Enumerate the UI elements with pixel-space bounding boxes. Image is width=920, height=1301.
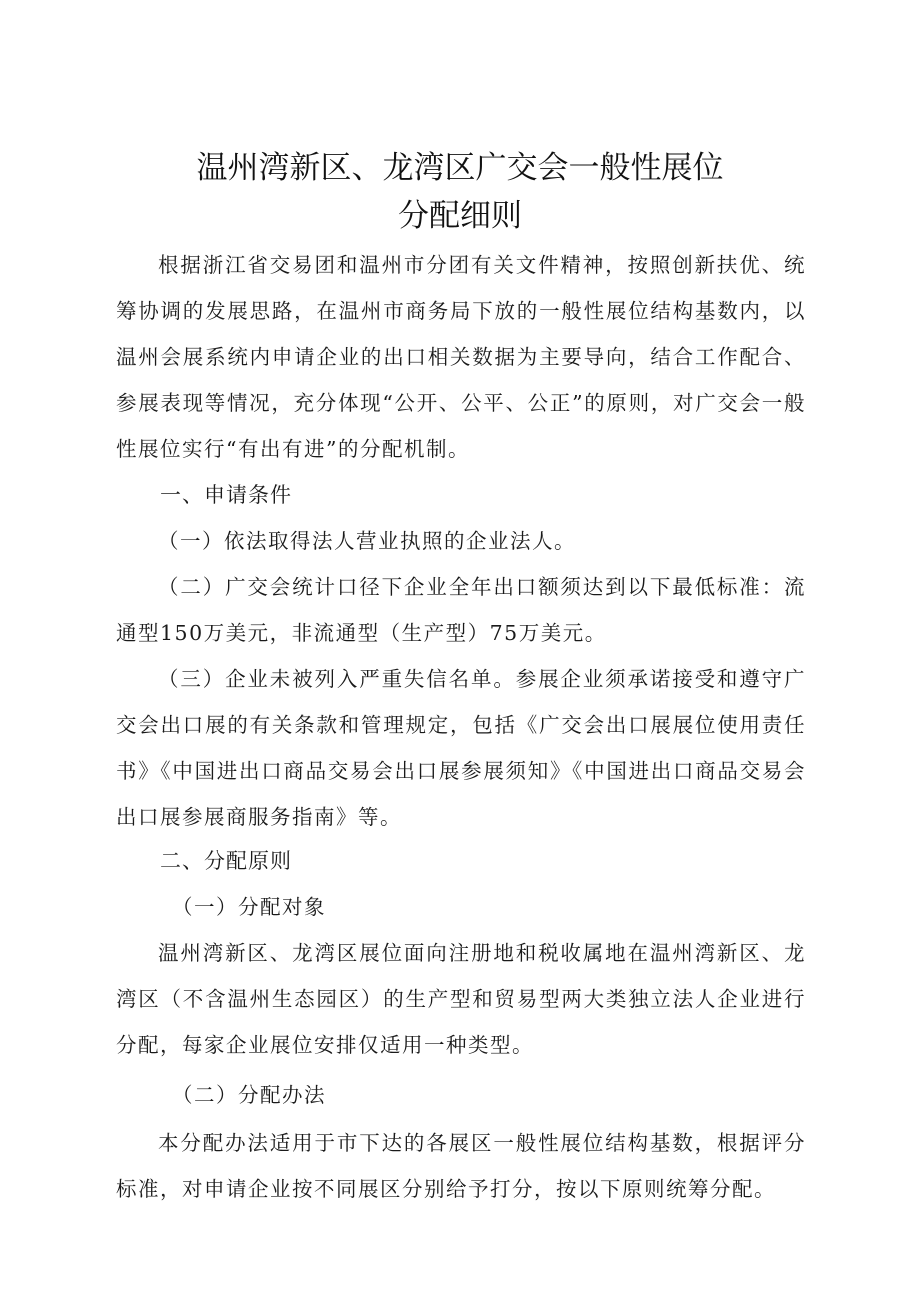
section2-sub2-text: 本分配办法适用于市下达的各展区一般性展位结构基数，根据评分标准，对申请企业按不同展区分别给予打分，按以下原则统筹分配。 <box>116 1131 806 1201</box>
section2-sub1-text: 温州湾新区、龙湾区展位面向注册地和税收属地在温州湾新区、龙湾区（不含温州生态园区）的生产型和贸易型两大类独立法人企业进行分配，每家企业展位安排仅适用一种类型。 <box>116 941 806 1057</box>
document-title-line2: 分配细则 <box>398 198 522 234</box>
section1-item1: （一）依法取得法人营业执照的企业法人。 <box>158 529 576 553</box>
section1-heading: 一、申请条件 <box>160 483 292 507</box>
intro-paragraph: 根据浙江省交易团和温州市分团有关文件精神，按照创新扶优、统筹协调的发展思路，在温州市商务局下放的一般性展位结构基数内，以温州会展系统内申请企业的出口相关数据为主要导向，结合工作配合、参展表现等情况，充分体现“公开、公平、公正”的原则，对广交会一般性展位实行“有出有进”的分配机制。 <box>116 253 806 461</box>
section2-sub2-heading: （二）分配办法 <box>172 1083 326 1107</box>
section2-heading: 二、分配原则 <box>160 849 292 873</box>
section1-item3: （三）企业未被列入严重失信名单。参展企业须承诺接受和遵守广交会出口展的有关条款和管理规定，包括《广交会出口展展位使用责任书》《中国进出口商品交易会出口展参展须知》《中国进出口商品交易会出口展参展商服务指南》等。 <box>116 667 806 829</box>
section2-sub1-heading: （一）分配对象 <box>172 895 326 919</box>
section1-item2: （二）广交会统计口径下企业全年出口额须达到以下最低标准：流通型150万美元，非流通型（生产型）75万美元。 <box>116 575 806 645</box>
document-title-line1: 温州湾新区、龙湾区广交会一般性展位 <box>196 150 724 186</box>
